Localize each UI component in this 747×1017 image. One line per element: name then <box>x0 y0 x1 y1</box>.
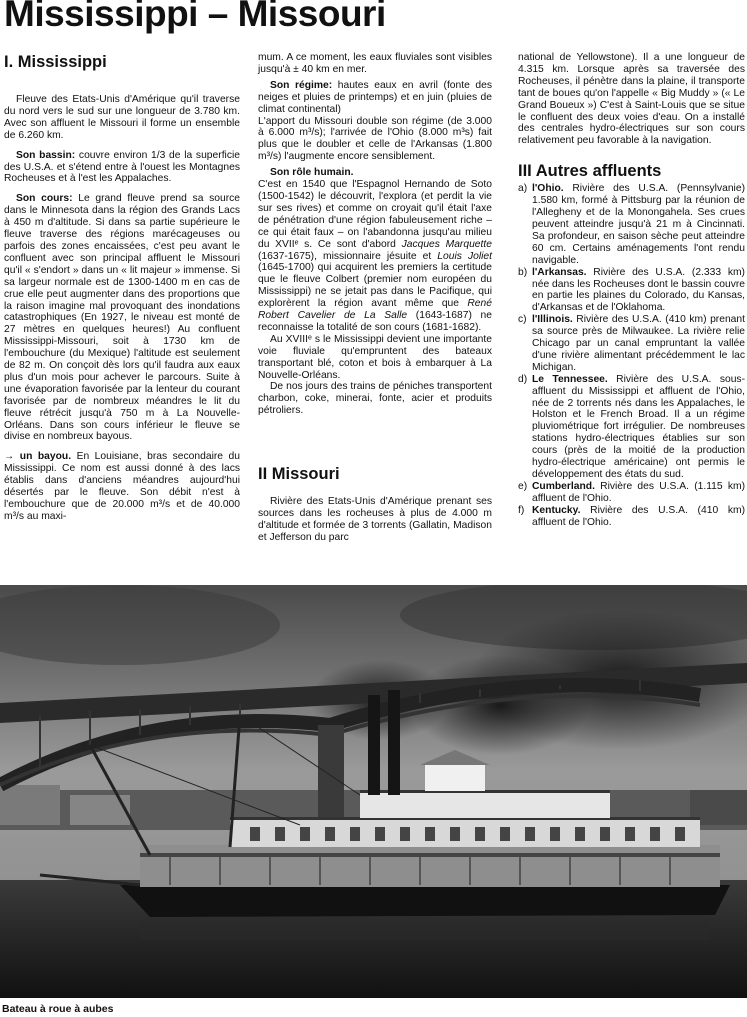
photo-caption: Bateau à roue à aubes <box>2 1003 114 1015</box>
role-text-3: (1645-1700) qui acquirent les premiers la certitude que le fleuve Colbert (premier nom européen du Mississippi) ne se jetait pas dans le Pacifique, qui explorèrent la région avant même que <box>258 262 492 310</box>
item-text: Rivière des U.S.A. (1.115 km) affluent de l'Ohio. <box>532 480 745 504</box>
missouri-continued-paragraph: national de Yellowstone). Il a une longueur de 4.315 km. Lorsque après sa traversée des Rocheuses, il pénètre dans la plaine, il transporte tant de boues qu'on l'appelle « Big Muddy » (« Le Grand Boueux ») C'est à Saint-Louis que se situe le confluent des deux voies d'eau. On a installé des centrales hydro-électriques sur son cours relativement peu favorable à la navigation. <box>518 52 745 147</box>
role-label-line <box>258 167 492 179</box>
apport-paragraph: L'apport du Missouri double son régime (de 3.000 à 6.000 m³/s); l'arrivée de l'Ohio (8.000 m³s) fait plus que le doubler et celle de l'Arkansas (1.800 m³/s) l'augmente encore sensiblement. <box>258 115 492 163</box>
item-letter: e) <box>518 480 528 492</box>
role-text-1: C'est en 1540 que l'Espagnol Hernando de Soto (1500-1542) le découvrit, l'explora (et perdit la vie sur ses rives) et comme on croyait qu'il était l'axe de pénétration d'une région fabuleusement riche – ce qui était faux – on l'abandonna jusqu'au milieu du XVIIᵉ s. Ce sont d'abord <box>258 179 492 250</box>
bassin-paragraph <box>4 150 240 186</box>
bassin-text: couvre environ 1/3 de la superficie des U.S.A. et s'étend entre à l'ouest les Montagnes Rocheuses et à l'est les Appalaches. <box>4 149 241 185</box>
steamboat-photo <box>0 585 747 998</box>
xviii-paragraph: Au XVIIIᵉ s le Mississippi devient une importante voie fluviale qu'empruntent des bateaux transportant blé, coton et bois à embarquer à La Nouvelle-Orléans. <box>258 333 492 381</box>
item-letter: f) <box>518 504 525 516</box>
missouri-paragraph: Rivière des Etats-Unis d'Amérique prenant ses sources dans les rocheuses à plus de 4.000 m d'altitude et formée de 3 torrents (Gallatin, Madison et Jefferson du parc <box>258 496 492 543</box>
item-letter: c) <box>518 314 527 326</box>
item-letter: d) <box>518 373 528 385</box>
item-name: l'Illinois. <box>532 314 573 326</box>
item-name: l'Ohio. <box>532 183 564 195</box>
page-title: Mississippi – Missouri <box>4 0 386 34</box>
bayou-text: En Louisiane, bras secondaire du Mississippi. Ce nom est aussi donné à des lacs établis dans d'anciens méandres aujourd'hui désertés par le fleuve. Son débit n'est à l'embouchure que de 20.000 m³/s et de 40.000 m³/s au maxi- <box>4 451 240 522</box>
role-text-2: (1637-1675), missionnaire jésuite et <box>258 250 438 262</box>
item-text: Rivière des U.S.A. (Pennsylvanie) 1.580 km, formé à Pittsburg par la réunion de l'Allegheny et de la Monongahela. Ses crues peuvent atteindre jusqu'à 21 m à Cincinnati. Sa profondeur, en saison sèche peut atteindre 60 cm. Certains aménagements l'ont rendu navigable. <box>532 183 745 266</box>
role-text-4: (1643-1687) ne reconnaisse la totalité de son cours (1681-1682). <box>258 310 492 333</box>
column-middle <box>258 52 492 544</box>
bassin-label: Son bassin: <box>16 149 76 161</box>
bayou-paragraph <box>4 451 240 522</box>
heading-mississippi: I. Mississippi <box>4 53 107 71</box>
regime-paragraph <box>258 80 492 116</box>
heading-autres-affluents: III Autres affluents <box>518 162 662 181</box>
cours-label: Son cours: <box>16 193 73 205</box>
list-item <box>518 374 745 481</box>
affluents-list <box>518 183 745 528</box>
item-name: Kentucky. <box>532 504 581 516</box>
name-joliet: Louis Joliet <box>437 250 492 262</box>
cours-text: Le grand fleuve prend sa source dans le Minnesota dans la région des Grands Lacs à 450 m d'altitude. Si dans sa partie supérieure le fleuve traverse des régions marécageuses ou parfois des zones encaissées, c'est peu avant le confluent avec son principal affluent le Missouri qu'il « s'endort » dans un « lit majeur » immense. Si sa largeur normale est de 1300-1400 m en cas de crue elle peut augmenter dans des proportions que la raison imagine mal provoquant des inondations catastrophiques (En 1927, le niveau est monté de 27 mètres en quelques heures!) Au confluent Mississippi-Missouri, soit à 1730 km de l'embouchure (du Mexique) l'altitude est seulement de 82 m. On conçoit dès lors qu'il faudra aux eaux plus d'un mois pour achever le parcours. Suite à une évaporation favorisée par la lenteur du courant favorisée par de nombreux méandres le lit du fleuve rétrécit jusqu'à 750 m à La Nouvelle-Orléans. Dans son cours inférieur le fleuve se divise en nombreux bayous. <box>4 193 241 443</box>
item-text: Rivière des U.S.A. (410 km) affluent de l'Ohio. <box>532 504 745 528</box>
continued-paragraph: mum. A ce moment, les eaux fluviales sont visibles jusqu'à ± 40 km en mer. <box>258 52 492 75</box>
role-paragraph <box>258 179 492 334</box>
item-letter: a) <box>518 183 528 195</box>
role-label: Son rôle humain. <box>270 167 354 179</box>
list-item <box>518 505 745 529</box>
list-item <box>518 481 745 505</box>
item-text: Rivière des U.S.A. sous-affluent du Mississippi et affluent de l'Ohio, née de 2 torrents nés dans les Appalaches, le Holston et le French Broad. Il a un régime pluviométrique fort irrégulier. De nombreuses stations hydro-électriques établies sur son cours (près de la moitié de la production hydro-électrique américaine) ont permis le développement des états du sud. <box>532 373 745 480</box>
name-la-salle: René Robert Cavelier de La Salle <box>258 298 492 322</box>
bayou-label: → un bayou. <box>4 451 72 463</box>
column-mississippi <box>4 52 240 523</box>
heading-missouri: II Missouri <box>258 465 340 484</box>
name-marquette: Jacques Marquette <box>401 238 492 250</box>
intro-paragraph: Fleuve des Etats-Unis d'Amérique qu'il traverse du nord vers le sud sur une longueur de 3.780 km. Avec son affluent le Missouri il forme un ensemble de 6.260 km. <box>4 94 240 141</box>
list-item <box>518 267 745 315</box>
item-name: Le Tennessee. <box>532 373 608 385</box>
item-text: Rivière des U.S.A. (2.333 km) née dans les Rocheuses dont le bassin couvre en partie les plaines du Colorado, du Kansas, d'Arkansas et de l'Oklahoma. <box>532 266 745 314</box>
item-letter: b) <box>518 266 528 278</box>
list-item <box>518 183 745 266</box>
list-item <box>518 314 745 374</box>
regime-text: hautes eaux en avril (fonte des neiges et pluies de printemps) et en juin (pluies de climat continental) <box>258 79 492 115</box>
item-name: Cumberland. <box>532 480 595 492</box>
today-paragraph: De nos jours des trains de péniches transportent charbon, coke, minerai, fonte, acier et produits pétroliers. <box>258 381 492 417</box>
item-text: Rivière des U.S.A. (410 km) prenant sa source près de Milwaukee. La rivière relie Chicago par un canal empruntant la vallée d'une rivière alimentant précédemment le lac Michigan. <box>532 314 745 373</box>
cours-paragraph <box>4 193 240 443</box>
regime-label: Son régime: <box>270 79 333 91</box>
column-affluents <box>518 52 745 529</box>
item-name: l'Arkansas. <box>532 266 587 278</box>
